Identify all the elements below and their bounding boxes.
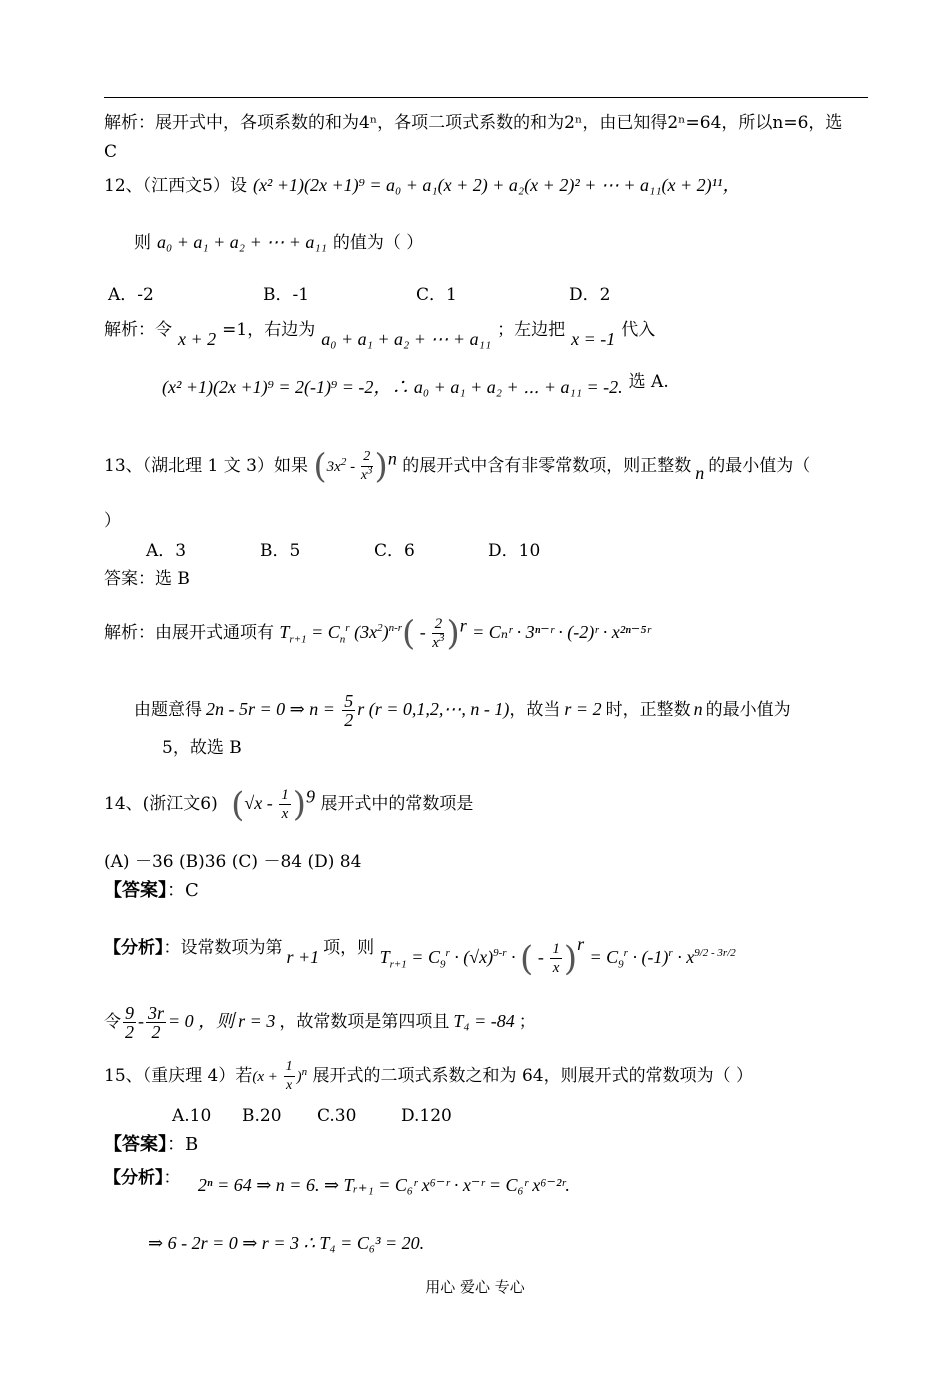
question-12-solution-2: (x² +1)(2x +1)⁹ = 2(-1)⁹ = -2，∴ a₀ + a₁ + a₂ + ⋯ + a₁₁ = -2. 选 A. bbox=[162, 372, 669, 397]
question-12-options bbox=[108, 284, 610, 306]
question-13-solution-2: 由题意得 2n - 5r = 0 ⇒ n = $\frac{5}{2}$ r (r = 0,1,2,⋯, n - 1)，故当 r = 2 时，正整数 n 的最小值为 bbox=[134, 691, 791, 730]
option-a: A．3 bbox=[146, 541, 187, 561]
question-14-answer: 【答案】：C bbox=[104, 880, 199, 901]
option-a: A．-2 bbox=[108, 285, 154, 305]
option-b: B．-1 bbox=[263, 285, 310, 305]
question-14-condition: 令 $\frac{9}{2}$ - $\frac{3r}{2}$ = 0 ，则 r = 3 ，故常数项是第四项且 T₄ = -84 ； bbox=[104, 1003, 536, 1042]
option-b: B．5 bbox=[260, 541, 301, 561]
question-15-analysis: 【分析】： 2ⁿ = 64 ⇒ n = 6. ⇒ Tᵣ₊₁ = C₆ʳ x⁶⁻ʳ · x⁻ʳ = C₆ʳ x⁶⁻²ʳ. bbox=[104, 1168, 570, 1195]
question-13-solution-3: 5，故选 B bbox=[162, 738, 242, 758]
question-15-answer: 【答案】：B bbox=[104, 1134, 199, 1155]
question-14: 14、(浙江文6) (√x - $\frac{1}{x}$ )$^9$ 展开式中的常数项是 bbox=[104, 784, 474, 825]
option-a: A.10 bbox=[172, 1106, 212, 1126]
question-15-analysis-2: ⇒ 6 - 2r = 0 ⇒ r = 3 ∴ T₄ = C₆³ = 20. bbox=[148, 1233, 425, 1253]
question-12-ask: 则 a₀ + a₁ + a₂ + ⋯ + a₁₁ 的值为（ ） bbox=[134, 232, 424, 253]
question-12: 12、（江西文5）设 (x² +1)(2x +1)⁹ = a₀ + a₁(x + 2) + a₂(x + 2)² + ⋯ + a₁₁(x + 2)¹¹， bbox=[104, 175, 741, 196]
header-rule bbox=[104, 97, 868, 98]
option-c: C．1 bbox=[416, 285, 457, 305]
option-d: D．2 bbox=[569, 285, 611, 305]
option-c: C．6 bbox=[374, 541, 415, 561]
q12-equation: (x² +1)(2x +1)⁹ = a₀ + a₁(x + 2) + a₂(x + 2)² + ⋯ + a₁₁(x + 2)¹¹， bbox=[252, 175, 741, 195]
option-d: D．10 bbox=[488, 541, 541, 561]
solution-11-answer: C bbox=[104, 142, 118, 162]
solution-11: 解析：展开式中，各项系数的和为4ⁿ，各项二项式系数的和为2ⁿ，由已知得2ⁿ=64，所以n=6，选 bbox=[104, 113, 843, 133]
question-15: 15、（重庆理 4）若(x + $\frac{1}{x}$ )$^n$ 展开式的二项式系数之和为 64，则展开式的常数项为（ ） bbox=[104, 1059, 753, 1093]
question-13-solution: 解析：由展开式通项有 $T_{r+1} = C_n^r$ $(3x^2)^{n-r}$( - $\frac{2}{x^3}$ )$^r$ = Cₙʳ · 3ⁿ⁻ʳ · (-2)ʳ · x²ⁿ⁻⁵ʳ bbox=[104, 613, 651, 654]
question-13-answer: 答案：选 B bbox=[104, 569, 190, 589]
option-c: C.30 bbox=[317, 1106, 357, 1126]
question-12-solution: 解析：令 x + 2 =1，右边为 a₀ + a₁ + a₂ + ⋯ + a₁₁ ；左边把 x = -1 代入 bbox=[104, 320, 656, 349]
question-13-options bbox=[146, 540, 540, 562]
question-13: 13、（湖北理 1 文 3）如果 ($3x^2$ - $\frac{2}{x^3}$ )$^n$ 的展开式中含有非零常数项，则正整数 n 的最小值为（ bbox=[104, 446, 811, 487]
option-b: B.20 bbox=[242, 1106, 282, 1126]
question-15-options bbox=[172, 1105, 452, 1127]
page-footer: 用心 爱心 专心 bbox=[425, 1278, 525, 1296]
question-14-analysis: 【分析】：设常数项为第 r +1 项，则 $T_{r+1} = C_9^r \cdot (√x)^{9-r}$ · ( - $\frac{1}{x}$ )$^r = C_9^r \cdot (-1)^r \cdot x^{9/2 - 3r/2}$ bbox=[104, 934, 736, 979]
question-14-options: (A) －36 (B)36 (C) －84 (D) 84 bbox=[104, 852, 362, 872]
option-d: D.120 bbox=[401, 1106, 452, 1126]
question-13-close: ） bbox=[104, 511, 121, 531]
